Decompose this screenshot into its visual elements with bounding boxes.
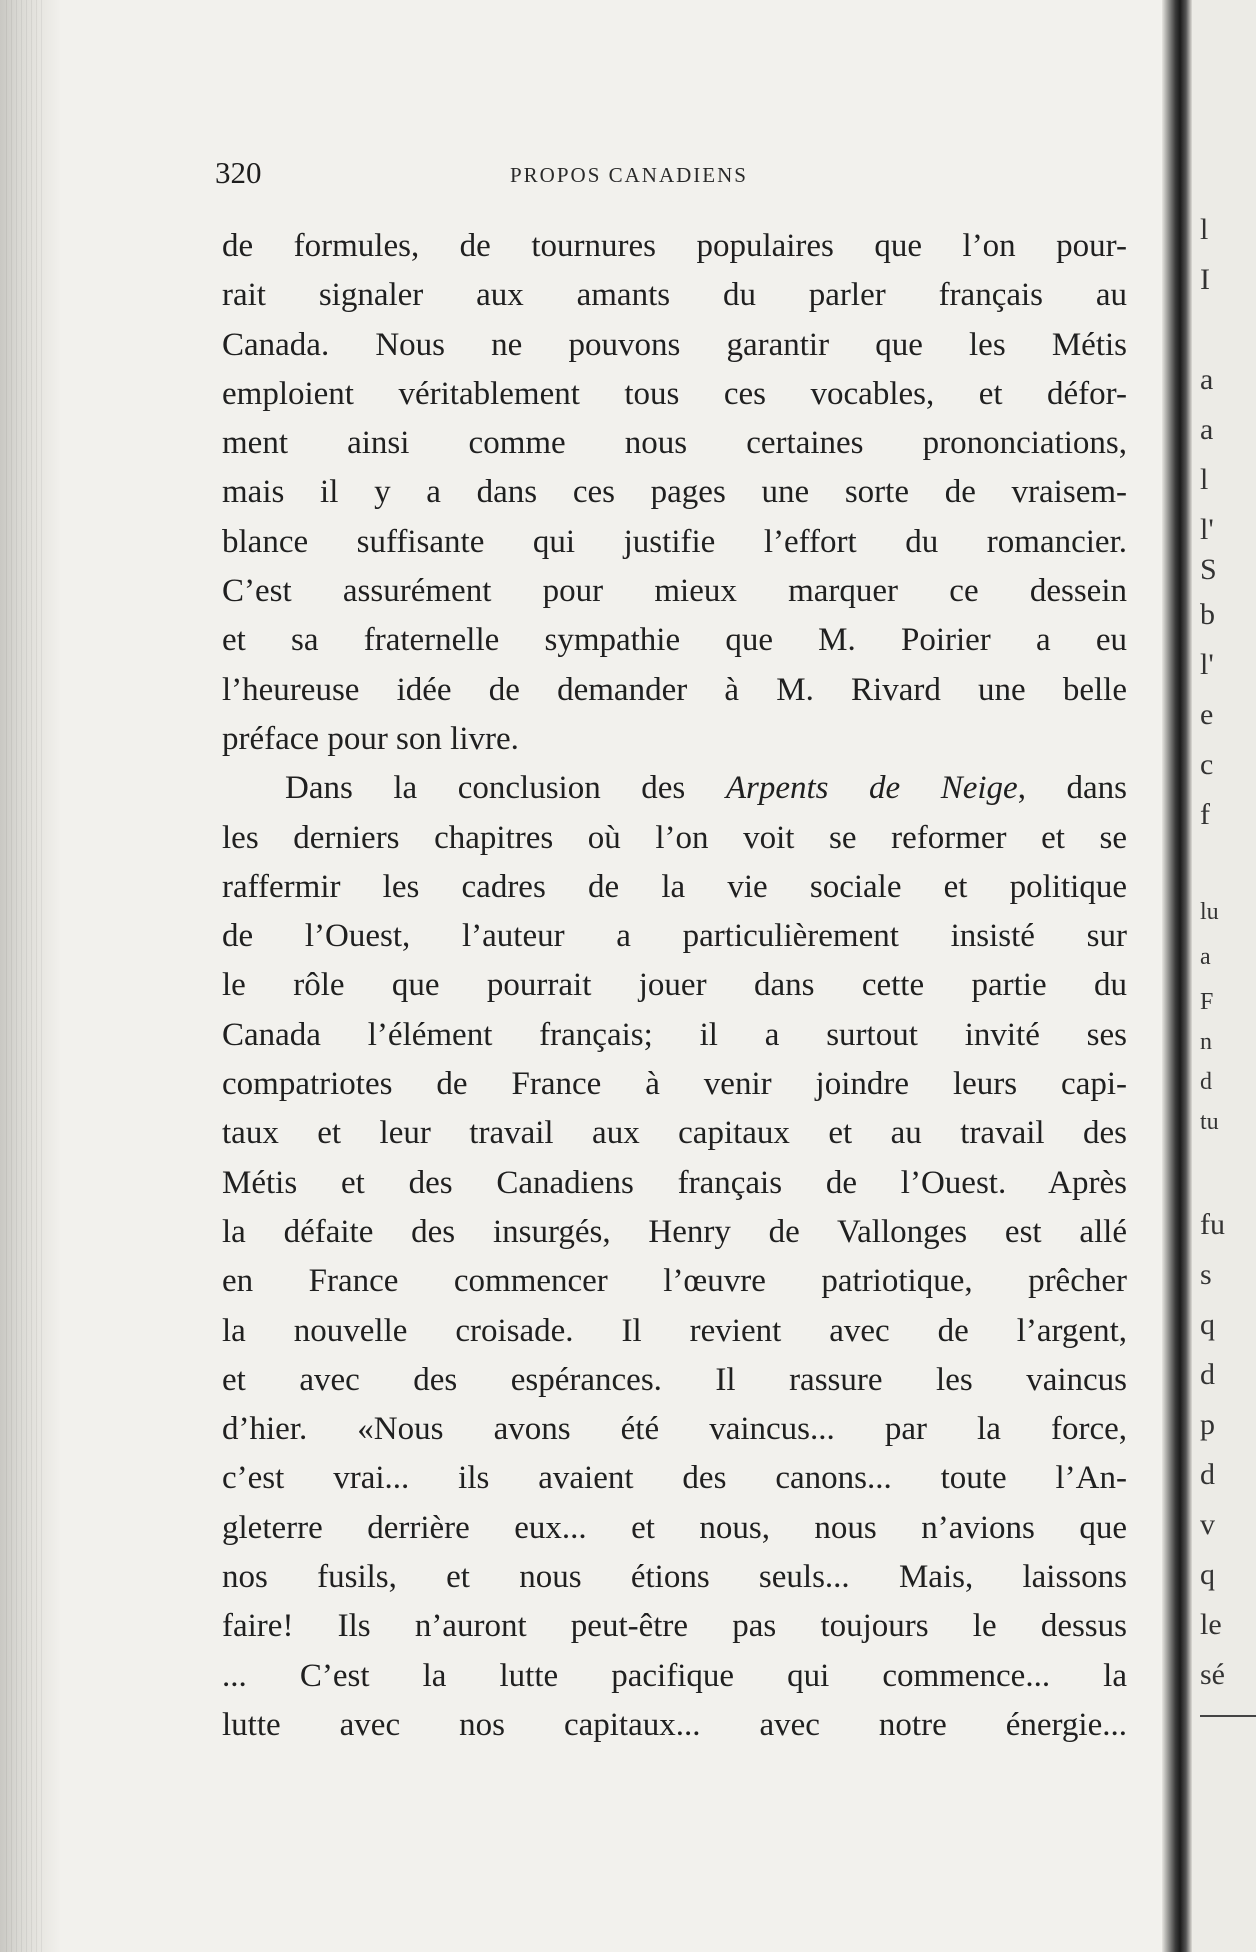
facing-page-fragment: l — [1200, 213, 1209, 246]
facing-page-fragment: d — [1200, 1069, 1212, 1095]
facing-page-fragment: b — [1200, 598, 1215, 631]
text-line — [222, 764, 1127, 813]
text-line: c’est vrai... ils avaient des canons... toute l’An- — [222, 1460, 1127, 1497]
facing-page-fragment: I — [1200, 263, 1210, 296]
facing-page-fragment: l — [1200, 463, 1209, 496]
facing-page-fragment: tu — [1200, 1109, 1219, 1135]
facing-page-fragment: e — [1200, 698, 1214, 731]
paragraph-1 — [222, 222, 1127, 764]
facing-page-fragment: S — [1200, 553, 1217, 586]
text-line: le rôle que pourrait jouer dans cette partie du — [222, 967, 1127, 1004]
text-line: la défaite des insurgés, Henry de Vallonges est allé — [222, 1213, 1127, 1250]
facing-page-fragment: fu — [1200, 1208, 1225, 1241]
text-line: la nouvelle croisade. Il revient avec de l’argent, — [222, 1312, 1127, 1349]
text-line: d’hier. «Nous avons été vaincus... par la force, — [222, 1411, 1127, 1448]
text-line: blance suffisante qui justifie l’effort du romancier. — [222, 523, 1127, 560]
facing-page-fragment: c — [1200, 748, 1214, 781]
facing-page-fragment: a — [1200, 413, 1214, 446]
text-line: ... C’est la lutte pacifique qui commence... la — [222, 1657, 1127, 1694]
facing-page-fragment: a — [1200, 363, 1214, 396]
text-line: les derniers chapitres où l’on voit se reformer et se — [222, 819, 1127, 856]
book-binding — [0, 0, 60, 1952]
text-line: Métis et des Canadiens français de l’Ouest. Après — [222, 1164, 1127, 1201]
facing-page-fragment: f — [1200, 798, 1210, 831]
text-line: C’est assurément pour mieux marquer ce dessein — [222, 573, 1127, 610]
facing-page-edge — [1192, 0, 1256, 1952]
facing-page-fragment: le — [1200, 1608, 1222, 1641]
book-gutter — [1162, 0, 1192, 1952]
binding-page-edges — [6, 0, 46, 1952]
facing-page-fragment: F — [1200, 989, 1214, 1015]
text-line: compatriotes de France à venir joindre leurs capi- — [222, 1066, 1127, 1103]
paragraph-2 — [222, 764, 1127, 1750]
facing-page-fragment: v — [1200, 1508, 1215, 1541]
facing-page-fragment: q — [1200, 1558, 1215, 1591]
facing-page-fragment: p — [1200, 1408, 1215, 1441]
text-line: Canada l’élément français; il a surtout invité ses — [222, 1016, 1127, 1053]
text-line: et sa fraternelle sympathie que M. Poirier a eu — [222, 622, 1127, 659]
text-line: préface pour son livre. — [222, 720, 519, 757]
text-line: ment ainsi comme nous certaines prononciations, — [222, 425, 1127, 462]
text-line: mais il y a dans ces pages une sorte de vraisem- — [222, 474, 1127, 511]
text-run: Dans la conclusion des — [285, 770, 726, 807]
facing-page-fragment: sé — [1200, 1658, 1225, 1691]
text-line: Canada. Nous ne pouvons garantir que les Métis — [222, 326, 1127, 363]
page-header — [215, 155, 1130, 195]
text-line: taux et leur travail aux capitaux et au travail des — [222, 1115, 1127, 1152]
text-line: nos fusils, et nous étions seuls... Mais, laissons — [222, 1559, 1127, 1596]
facing-page-fragment: q — [1200, 1308, 1215, 1341]
text-line: raffermir les cadres de la vie sociale et politique — [222, 868, 1127, 905]
facing-page-fragment: d — [1200, 1358, 1215, 1391]
text-line: de formules, de tournures populaires que l’on pour- — [222, 228, 1127, 264]
text-line: lutte avec nos capitaux... avec notre énergie... — [222, 1706, 1127, 1743]
running-title: PROPOS CANADIENS — [510, 163, 748, 187]
text-line: faire! Ils n’auront peut-être pas toujours le dessus — [222, 1608, 1127, 1645]
facing-page-fragment: d — [1200, 1458, 1215, 1491]
text-line: l’heureuse idée de demander à M. Rivard une belle — [222, 671, 1127, 708]
body-text — [222, 222, 1127, 1750]
text-line: en France commencer l’œuvre patriotique, prêcher — [222, 1263, 1127, 1300]
facing-page-fragment: lu — [1200, 899, 1219, 925]
book-title: Arpents de Neige — [725, 770, 1018, 807]
text-line: et avec des espérances. Il rassure les vaincus — [222, 1361, 1127, 1398]
facing-page-fragment: n — [1200, 1029, 1212, 1055]
text-line: rait signaler aux amants du parler français au — [222, 277, 1127, 314]
facing-page-fragment: a — [1200, 944, 1211, 970]
facing-page-rule — [1200, 1715, 1256, 1717]
page-number: 320 — [215, 155, 262, 190]
facing-page-fragment: l' — [1200, 513, 1214, 546]
text-line: gleterre derrière eux... et nous, nous n’avions que — [222, 1509, 1127, 1546]
text-line: emploient véritablement tous ces vocables, et défor- — [222, 375, 1127, 412]
text-run: , dans — [1017, 770, 1127, 807]
text-line: de l’Ouest, l’auteur a particulièrement insisté sur — [222, 918, 1127, 955]
facing-page-fragment: s — [1200, 1258, 1212, 1291]
facing-page-fragment: l' — [1200, 648, 1214, 681]
